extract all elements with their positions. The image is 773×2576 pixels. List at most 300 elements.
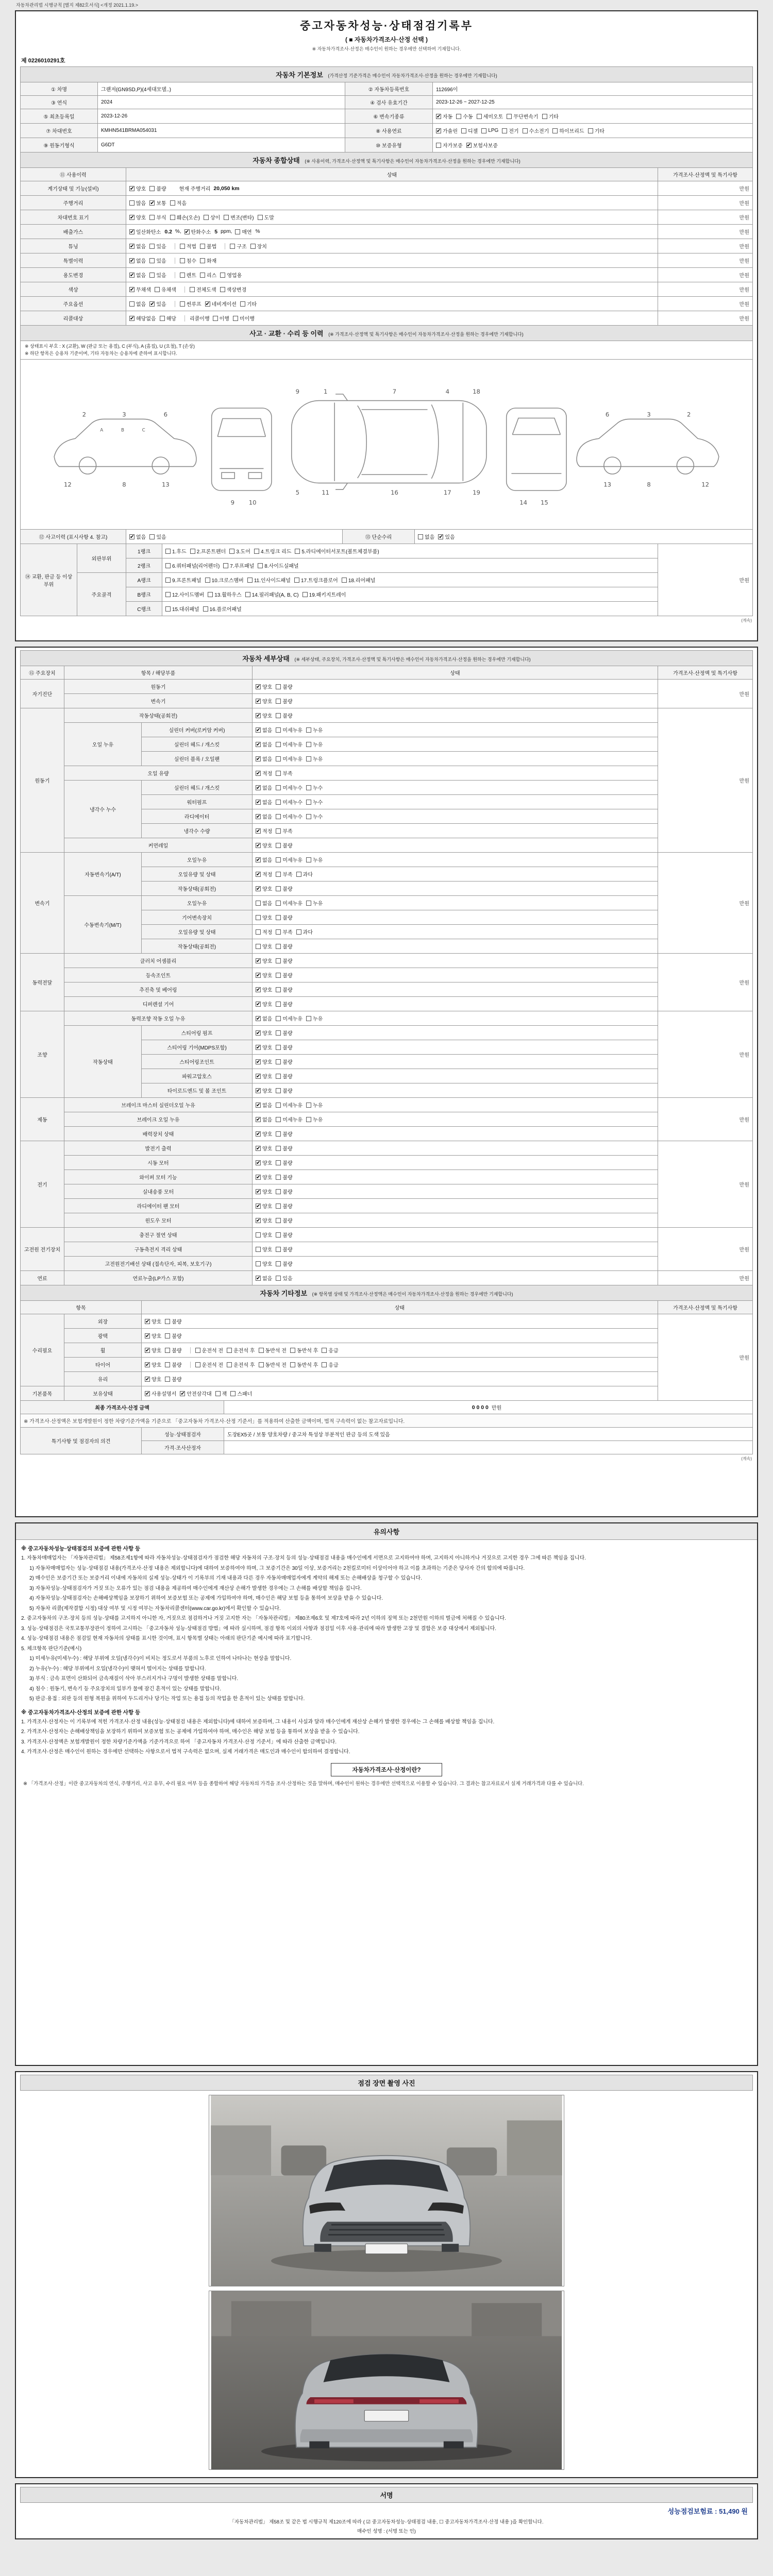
checkbox[interactable]: 있음 bbox=[276, 1274, 292, 1282]
checkbox[interactable]: 13.휠하우스 bbox=[208, 590, 242, 598]
svg-text:18: 18 bbox=[473, 388, 480, 395]
checkbox[interactable]: ✔ 양호 bbox=[256, 1001, 273, 1008]
svg-text:6: 6 bbox=[605, 411, 610, 418]
detail-row bbox=[21, 1170, 753, 1184]
checkbox[interactable]: 렌트 bbox=[180, 271, 196, 279]
detail-note: (※ 세부상태, 주요장치, 가격조사·산정액 및 특기사항은 매수인이 자동차가격조사·산정을 원하는 경우에만 기재합니다) bbox=[294, 657, 531, 662]
checkbox[interactable]: 기타 bbox=[240, 300, 257, 308]
checkbox[interactable]: 수소전기 bbox=[523, 127, 549, 134]
checkbox[interactable]: 불량 bbox=[276, 1202, 292, 1210]
checkbox[interactable]: LPG bbox=[481, 128, 498, 133]
checkbox[interactable]: 양호 bbox=[256, 1231, 272, 1239]
row-status bbox=[126, 311, 658, 326]
condition-row bbox=[21, 181, 753, 196]
checkbox[interactable]: ✔ 양호 bbox=[256, 958, 273, 964]
checkbox[interactable]: ✔ 양호 bbox=[256, 1073, 273, 1080]
checkbox[interactable]: 무단변속기 bbox=[507, 112, 538, 120]
parts-label: ⑭ 교환, 판금 등 이상 부위 bbox=[21, 544, 77, 616]
checkbox[interactable]: 4.트렁크 리드 bbox=[254, 547, 291, 555]
checkbox[interactable]: ✔ 없음 bbox=[256, 1275, 273, 1282]
checkbox[interactable]: 8.사이드실패널 bbox=[258, 562, 298, 569]
checkbox[interactable]: 운전석 후 bbox=[227, 1361, 255, 1368]
checkbox[interactable]: 미세누유 bbox=[276, 1014, 303, 1022]
checkbox[interactable]: ✔ 보험사보증 bbox=[466, 142, 498, 149]
checkbox[interactable]: 불량 bbox=[276, 885, 292, 892]
form-reference-note: 자동차관리법 시행규칙 [별지 제82호서식] <개정 2021.1.19.> bbox=[16, 3, 139, 8]
checkbox[interactable]: ✔ 양호 bbox=[256, 1088, 273, 1094]
status-cell bbox=[253, 766, 658, 781]
checkbox[interactable]: ✔ 양호 bbox=[256, 1044, 273, 1051]
checkbox[interactable]: ✔ 해당없음 bbox=[130, 315, 156, 322]
checkbox[interactable]: 있음 bbox=[149, 257, 166, 264]
remarks-label: 특기사항 및 점검자의 의견 bbox=[21, 1428, 142, 1454]
checkbox[interactable]: ✔ 가솔린 bbox=[436, 128, 458, 134]
checkbox[interactable]: ✔ 양호 bbox=[256, 1160, 273, 1166]
checkbox[interactable]: 누유 bbox=[306, 856, 323, 863]
checkbox[interactable]: ✔ 없음 bbox=[256, 756, 273, 762]
checkbox[interactable]: ✔ 네비게이션 bbox=[205, 301, 237, 308]
notice-line: 3. 가격조사·산정액은 보험개발원이 정한 차량기준가액을 기준가격으로 하여 「중고자동차 가격조사·산정 기준서」에 따라 산출한 금액입니다. bbox=[21, 1739, 337, 1745]
checkbox[interactable]: 불량 bbox=[276, 1058, 292, 1065]
section-main-info bbox=[15, 10, 758, 641]
checkbox[interactable]: 침수 bbox=[180, 257, 196, 264]
item-label: 발전기 출력 bbox=[64, 1141, 253, 1156]
field-label: ⑧ 사용연료 bbox=[345, 124, 433, 138]
checkbox[interactable]: 없음 bbox=[129, 300, 146, 308]
checkbox[interactable]: ✔ 없음 bbox=[256, 1015, 273, 1022]
checkbox[interactable]: ✔ 양호 bbox=[130, 185, 146, 192]
divider bbox=[190, 1347, 191, 1353]
notice-line: 5) 판금·용접 : 외판 등의 원형 복원을 위하여 두드리거나 당기는 작업 또는 용접 등의 작업을 한 흔적이 있는 상태를 말합니다. bbox=[29, 1696, 305, 1702]
checkbox[interactable]: 미세누유 bbox=[276, 726, 303, 734]
checkbox[interactable]: ✔ 양호 bbox=[145, 1333, 162, 1340]
checkbox[interactable]: 세미오토 bbox=[477, 112, 503, 120]
checkbox[interactable]: 부족 bbox=[276, 827, 292, 835]
checkbox[interactable]: ✔ 없음 bbox=[256, 741, 273, 748]
checkbox[interactable]: 썬루프 bbox=[180, 300, 201, 308]
status-cell bbox=[253, 968, 658, 982]
col-status: 상태 bbox=[126, 168, 658, 181]
checkbox[interactable]: 있음 bbox=[149, 533, 166, 540]
row-status bbox=[126, 239, 658, 253]
checkbox[interactable]: 누수 bbox=[306, 798, 323, 806]
checkbox[interactable]: 12.사이드멤버 bbox=[165, 590, 204, 598]
detail-row bbox=[21, 1098, 753, 1112]
row-label: 주행거리 bbox=[21, 196, 126, 210]
checkbox[interactable]: 불량 bbox=[276, 1216, 292, 1224]
checkbox[interactable]: ✔ 없음 bbox=[256, 785, 273, 791]
status-cell bbox=[253, 1257, 658, 1271]
checkbox[interactable]: 19.패키지트레이 bbox=[303, 590, 346, 598]
checkbox[interactable]: 불량 bbox=[276, 1231, 292, 1239]
car-damage-diagram bbox=[20, 359, 753, 530]
checkbox[interactable]: 부족 bbox=[276, 769, 292, 777]
checkbox[interactable]: 불량 bbox=[276, 957, 292, 964]
checkbox[interactable]: 5.라디에이터서포트(볼트체결부품) bbox=[295, 547, 379, 555]
checkbox[interactable]: ✔ 없음 bbox=[256, 727, 273, 734]
status-cell bbox=[253, 795, 658, 809]
detail-row bbox=[21, 1257, 753, 1271]
checkbox[interactable]: 상이 bbox=[204, 213, 220, 221]
checkbox[interactable]: ✔ 없음 bbox=[256, 1102, 273, 1109]
checkbox[interactable]: 누유 bbox=[306, 899, 323, 907]
fee-value: 51,490 원 bbox=[719, 2507, 748, 2515]
field-label: ② 자동차등록번호 bbox=[345, 82, 433, 96]
checkbox[interactable]: 18.리어패널 bbox=[342, 576, 376, 584]
accident-history-label: ⑫ 사고이력 (표시사항 4. 참고) bbox=[21, 530, 126, 544]
checkbox[interactable]: 과다 bbox=[296, 870, 313, 878]
checkbox[interactable]: 불량 bbox=[165, 1332, 181, 1340]
checkbox[interactable]: 2.프론트펜더 bbox=[190, 547, 226, 555]
col-item: 항목 bbox=[21, 1301, 142, 1314]
status-cell bbox=[253, 1156, 658, 1170]
subitem-label: 실린더 블록 / 오일팬 bbox=[142, 752, 253, 766]
checkbox[interactable]: 누유 bbox=[306, 1014, 323, 1022]
svg-text:13: 13 bbox=[603, 481, 612, 488]
checkbox[interactable]: 1.후드 bbox=[165, 547, 187, 555]
checkbox[interactable]: 양호 bbox=[256, 1260, 272, 1267]
checkbox[interactable]: 불량 bbox=[276, 986, 292, 993]
status-cell bbox=[253, 1098, 658, 1112]
checkbox[interactable]: 미세누수 bbox=[276, 798, 303, 806]
checkbox[interactable]: 양호 bbox=[256, 1245, 272, 1253]
detail-row bbox=[21, 968, 753, 982]
svg-text:15: 15 bbox=[541, 499, 548, 506]
checkbox[interactable]: 불법 bbox=[200, 242, 216, 250]
checkbox[interactable]: 부족 bbox=[276, 870, 292, 878]
checkbox[interactable]: ✔ 양호 bbox=[256, 1030, 273, 1037]
status-cell bbox=[253, 1228, 658, 1242]
checkbox[interactable]: ✔ 양호 bbox=[256, 1131, 273, 1138]
detail-header bbox=[20, 650, 753, 666]
notice-line: 4. 성능·상태점검 내용은 점검일 현재 자동차의 상태를 표시한 것이며, 표시 항목별 상태는 아래의 판단기준 예시에 따라 표기합니다. bbox=[21, 1636, 312, 1641]
appraiser-role: 가격·조사산정자 bbox=[142, 1441, 224, 1454]
price-cell: 만원 bbox=[658, 1011, 753, 1098]
checkbox[interactable]: 동반석 전 bbox=[259, 1346, 287, 1354]
checkbox[interactable]: 기타 bbox=[588, 127, 604, 134]
row-label: 용도변경 bbox=[21, 268, 126, 282]
checkbox[interactable]: 기타 bbox=[542, 112, 559, 120]
checkbox[interactable]: 불량 bbox=[276, 1029, 292, 1037]
extra-header bbox=[20, 1285, 753, 1301]
checkbox[interactable]: ✔ 있음 bbox=[439, 534, 455, 540]
checkbox[interactable]: 불량 bbox=[276, 683, 292, 690]
checkbox[interactable]: 3.도어 bbox=[229, 547, 250, 555]
checkbox[interactable]: ✔ 없음 bbox=[130, 243, 146, 250]
checkbox[interactable]: 자가보증 bbox=[436, 141, 463, 149]
row-label: 튜닝 bbox=[21, 239, 126, 253]
extra-row bbox=[21, 1343, 753, 1358]
checkbox[interactable]: 불량 bbox=[276, 1144, 292, 1152]
checkbox[interactable]: 불량 bbox=[276, 1000, 292, 1008]
checkbox[interactable]: 적법 bbox=[180, 242, 196, 250]
accident-legend bbox=[20, 341, 753, 360]
checkbox[interactable]: 과다 bbox=[296, 928, 313, 936]
checkbox[interactable]: ✔ 양호 bbox=[145, 1318, 162, 1325]
checkbox[interactable]: 불량 bbox=[276, 711, 292, 719]
checkbox[interactable]: 불량 bbox=[276, 971, 292, 979]
continue-note: (계속) bbox=[741, 618, 752, 623]
field-label: ① 차명 bbox=[21, 82, 98, 96]
checkbox[interactable]: ✔ 안전삼각대 bbox=[180, 1391, 212, 1397]
checkbox[interactable]: 누유 bbox=[306, 726, 323, 734]
checkbox[interactable]: 없음 bbox=[256, 899, 272, 907]
subitem-label: 기어변속장치 bbox=[142, 910, 253, 925]
checkbox[interactable]: 영업용 bbox=[220, 271, 242, 279]
checkbox[interactable]: 있음 bbox=[149, 242, 166, 250]
checkbox[interactable]: 훼손(오손) bbox=[170, 213, 200, 221]
checkbox[interactable]: 누유 bbox=[306, 1115, 323, 1123]
checkbox[interactable]: 불량 bbox=[276, 697, 292, 705]
checkbox[interactable]: ✔ 양호 bbox=[256, 1217, 273, 1224]
status-cell bbox=[253, 737, 658, 752]
checkbox[interactable]: ✔ 일산화탄소 bbox=[130, 229, 161, 235]
status-cell bbox=[253, 1170, 658, 1184]
checkbox[interactable]: 15.대쉬패널 bbox=[165, 605, 199, 613]
checkbox[interactable]: ✔ 양호 bbox=[145, 1376, 162, 1383]
checkbox[interactable]: 누수 bbox=[306, 784, 323, 791]
checkbox[interactable]: 동반석 전 bbox=[259, 1361, 287, 1368]
checkbox[interactable]: 불량 bbox=[149, 184, 166, 192]
simple-repair-status bbox=[415, 530, 753, 544]
checkbox[interactable]: 불량 bbox=[276, 913, 292, 921]
checkbox[interactable]: 누유 bbox=[306, 755, 323, 762]
checkbox[interactable]: 불량 bbox=[165, 1346, 181, 1354]
checkbox[interactable]: 불량 bbox=[276, 1043, 292, 1051]
status-cell bbox=[253, 925, 658, 939]
status-cell bbox=[253, 1127, 658, 1141]
checkbox[interactable]: 전체도색 bbox=[190, 285, 216, 293]
checkbox[interactable]: ✔ 없음 bbox=[130, 534, 146, 540]
svg-text:2: 2 bbox=[686, 411, 691, 418]
checkbox[interactable]: 14.필러패널(A, B, C) bbox=[245, 590, 299, 598]
checkbox[interactable]: 동반석 후 bbox=[290, 1361, 318, 1368]
condition-table bbox=[20, 167, 753, 326]
checkbox[interactable]: 색상변경 bbox=[220, 285, 247, 293]
final-price-note: ※ 가격조사·산정액은 보험개발원이 정한 차량기준가액을 기준으로 「중고자동차 가격조사·산정 기준서」를 적용하여 산출한 금액이며, 법적 구속력이 없는 참고자료입니다. bbox=[21, 1414, 753, 1428]
checkbox[interactable]: 미세누유 bbox=[276, 1115, 303, 1123]
detail-row bbox=[21, 781, 753, 795]
checkbox[interactable]: 불량 bbox=[276, 841, 292, 849]
checkbox[interactable]: ✔ 양호 bbox=[145, 1362, 162, 1368]
checkbox[interactable]: ✔ 양호 bbox=[256, 1189, 273, 1195]
device-label: 자기진단 bbox=[21, 680, 64, 708]
notice-line: 4. 가격조사·산정은 매수인이 원하는 경우에만 선택하는 사항으로서 법적 구속력은 없으며, 실제 거래가격은 매도인과 매수인이 합의하여 결정합니다. bbox=[21, 1749, 350, 1755]
checkbox[interactable]: 불량 bbox=[276, 1072, 292, 1080]
item-label: 작동상태(공회전) bbox=[64, 708, 253, 723]
checkbox[interactable]: ✔ 있음 bbox=[150, 301, 166, 308]
svg-text:17: 17 bbox=[443, 488, 451, 496]
checkbox[interactable]: 부족 bbox=[276, 928, 292, 936]
checkbox[interactable]: ✔ 양호 bbox=[256, 987, 273, 993]
checkbox[interactable]: 스패너 bbox=[230, 1389, 252, 1397]
checkbox[interactable]: 미세누유 bbox=[276, 856, 303, 863]
checkbox[interactable]: 미세누유 bbox=[276, 1101, 303, 1109]
subitem-label: 작동상태(공회전) bbox=[142, 939, 253, 954]
checkbox[interactable]: ✔ 없음 bbox=[256, 799, 273, 806]
checkbox[interactable]: 해당 bbox=[160, 314, 176, 322]
checkbox[interactable]: ✔ 양호 bbox=[256, 1059, 273, 1065]
checkbox[interactable]: ✔ 양호 bbox=[145, 1347, 162, 1354]
checkbox[interactable]: 디젤 bbox=[461, 127, 478, 134]
svg-text:C: C bbox=[142, 428, 145, 433]
field-label: ⑦ 차대번호 bbox=[21, 124, 98, 138]
field-value bbox=[433, 124, 753, 138]
group-label: 기본품목 bbox=[21, 1386, 64, 1401]
checkbox[interactable]: 미세누수 bbox=[276, 812, 303, 820]
checkbox[interactable]: 미이행 bbox=[233, 314, 255, 322]
svg-text:12: 12 bbox=[701, 481, 710, 488]
checkbox[interactable]: 7.루프패널 bbox=[223, 562, 254, 569]
checkbox[interactable]: ✔ 없음 bbox=[256, 857, 273, 863]
checkbox[interactable]: ✔ 적정 bbox=[256, 871, 273, 878]
checkbox[interactable]: 불량 bbox=[165, 1375, 181, 1383]
base-legend: ※ 하단 항목은 승용차 기준이며, 기타 자동차는 승용차에 준하여 표시합니다. bbox=[25, 350, 177, 356]
checkbox[interactable]: 부식 bbox=[149, 213, 166, 221]
detail-row bbox=[21, 1156, 753, 1170]
subitem-label: 오일누유 bbox=[142, 853, 253, 867]
subitem-label: 오일유량 및 상태 bbox=[142, 925, 253, 939]
field-value bbox=[433, 109, 753, 124]
checkbox[interactable]: 없음 bbox=[418, 533, 434, 540]
checkbox[interactable]: ✔ 양호 bbox=[256, 698, 273, 705]
checkbox[interactable]: 이행 bbox=[213, 314, 229, 322]
notice-line: 2. 가격조사·산정자는 손해배상책임을 보장하기 위하여 보증보험 또는 공제에 가입하여야 하며, 매수인은 해당 보험 등을 통하여 보상을 받을 수 있습니다. bbox=[21, 1729, 360, 1735]
checkbox[interactable]: 10.크로스멤버 bbox=[205, 576, 244, 584]
detail-row bbox=[21, 1026, 753, 1040]
checkbox[interactable]: ✔ 양호 bbox=[256, 684, 273, 690]
checkbox[interactable]: ✔ 양호 bbox=[256, 1203, 273, 1210]
checkbox[interactable]: 17.트렁크플로어 bbox=[294, 576, 338, 584]
checkbox[interactable]: ✔ 사용설명서 bbox=[145, 1391, 177, 1397]
final-price-table bbox=[20, 1400, 753, 1454]
checkbox[interactable]: 불량 bbox=[276, 1087, 292, 1094]
signature-title: 서명 bbox=[380, 2492, 393, 2499]
checkbox[interactable]: ✔ 적정 bbox=[256, 828, 273, 835]
checkbox[interactable]: 리스 bbox=[200, 271, 216, 279]
item-label: 연료누출(LP가스 포함) bbox=[64, 1271, 253, 1285]
appraisal-definition-title: 자동차가격조사·산정이란? bbox=[331, 1763, 442, 1776]
inline-value: 0 0 0 0 bbox=[472, 1404, 489, 1411]
checkbox[interactable]: ✔ 없음 bbox=[130, 258, 146, 264]
checkbox[interactable]: 운전석 후 bbox=[227, 1346, 255, 1354]
checkbox[interactable]: 불량 bbox=[276, 1260, 292, 1267]
row-status bbox=[126, 253, 658, 268]
checkbox[interactable]: 불량 bbox=[276, 1245, 292, 1253]
checkbox[interactable]: 9.프론트패널 bbox=[165, 576, 201, 584]
checkbox[interactable]: 도말 bbox=[258, 213, 274, 221]
checkbox[interactable]: 미세누유 bbox=[276, 899, 303, 907]
checkbox[interactable]: 잭 bbox=[215, 1389, 227, 1397]
checkbox[interactable]: 응급 bbox=[322, 1361, 338, 1368]
checkbox[interactable]: 16.플로어패널 bbox=[203, 605, 242, 613]
checkbox[interactable]: 불량 bbox=[276, 1130, 292, 1138]
condition-row bbox=[21, 239, 753, 253]
checkbox[interactable]: 11.인사이드패널 bbox=[247, 576, 291, 584]
checkbox[interactable]: 누유 bbox=[306, 1101, 323, 1109]
checkbox[interactable]: ✔ 보통 bbox=[150, 200, 166, 207]
svg-text:3: 3 bbox=[122, 411, 126, 418]
checkbox[interactable]: ✔ 양호 bbox=[256, 1174, 273, 1181]
checkbox[interactable]: ✔ 양호 bbox=[256, 1145, 273, 1152]
checkbox[interactable]: 누수 bbox=[306, 812, 323, 820]
checkbox[interactable]: 불량 bbox=[165, 1317, 181, 1325]
checkbox[interactable]: 미세누유 bbox=[276, 755, 303, 762]
basic-info-title: 자동차 기본정보 bbox=[276, 71, 323, 79]
checkbox[interactable]: 전기 bbox=[502, 127, 518, 134]
condition-row bbox=[21, 253, 753, 268]
checkbox[interactable]: 미세누수 bbox=[276, 784, 303, 791]
checkbox[interactable]: 유채색 bbox=[155, 285, 176, 293]
checkbox[interactable]: 많음 bbox=[129, 199, 146, 207]
row-label: 색상 bbox=[21, 282, 126, 297]
checkbox[interactable]: ✔ 자동 bbox=[436, 113, 453, 120]
checkbox[interactable]: 응급 bbox=[322, 1346, 338, 1354]
section-signature bbox=[15, 2483, 758, 2539]
checkbox[interactable]: 있음 bbox=[149, 271, 166, 279]
checkbox[interactable]: 불량 bbox=[276, 1188, 292, 1195]
checkbox[interactable]: 동반석 후 bbox=[290, 1346, 318, 1354]
checkbox[interactable]: 불량 bbox=[276, 1159, 292, 1166]
checkbox[interactable]: ✔ 없음 bbox=[256, 814, 273, 820]
checkbox[interactable]: 변조(변타) bbox=[224, 213, 254, 221]
price-cell: 만원 bbox=[658, 311, 753, 326]
notice-heading: ※ 중고자동차가격조사·산정의 보증에 관한 사항 등 bbox=[21, 1709, 141, 1716]
checkbox[interactable]: ✔ 없음 bbox=[130, 272, 146, 279]
checkbox[interactable]: 운전석 전 bbox=[195, 1346, 223, 1354]
checkbox[interactable]: 구조 bbox=[230, 242, 246, 250]
field-label: ⑥ 변속기종류 bbox=[345, 109, 433, 124]
notice-line: 2. 중고자동차의 구조·장치 등의 성능·상태를 고지하지 아니한 자, 거짓으로 점검하거나 거짓 고지한 자는 「자동차관리법」 제80조제6호 및 제7호에 따라 2년 이하의 징역 또는 2천만원 이하의 벌금에 처해질 수 있습니다. bbox=[21, 1616, 507, 1621]
checkbox[interactable]: ✔ 탄화수소 bbox=[184, 229, 211, 235]
checkbox[interactable]: ✔ 양호 bbox=[256, 886, 273, 892]
condition-row bbox=[21, 196, 753, 210]
checkbox[interactable]: 양호 bbox=[256, 942, 272, 950]
status-cell bbox=[253, 1069, 658, 1083]
checkbox[interactable]: 불량 bbox=[276, 942, 292, 950]
item-label: 디퍼렌셜 기어 bbox=[64, 997, 253, 1011]
item-label: 실내송풍 모터 bbox=[64, 1184, 253, 1199]
status-cell bbox=[253, 997, 658, 1011]
checkbox[interactable]: 화재 bbox=[200, 257, 216, 264]
checkbox[interactable]: ✔ 적정 bbox=[256, 770, 273, 777]
item-label: 고전원전기배선 상태 (접속단자, 피복, 보호기구) bbox=[64, 1257, 253, 1271]
checkbox[interactable]: ✔ 무채색 bbox=[130, 286, 151, 293]
checkbox[interactable]: 수동 bbox=[456, 112, 473, 120]
condition-header bbox=[20, 152, 753, 168]
field-value: 112696이 bbox=[433, 82, 753, 96]
checkbox[interactable]: ✔ 양호 bbox=[256, 713, 273, 719]
checkbox[interactable]: 장치 bbox=[250, 242, 267, 250]
checkbox[interactable]: 양호 bbox=[256, 913, 272, 921]
price-cell: 만원 bbox=[658, 544, 753, 616]
checkbox[interactable]: 매연 bbox=[235, 228, 251, 235]
checkbox[interactable]: 적음 bbox=[170, 199, 187, 207]
checkbox[interactable]: 운전석 전 bbox=[195, 1361, 223, 1368]
checkbox[interactable]: 불량 bbox=[165, 1361, 181, 1368]
checkbox[interactable]: ✔ 양호 bbox=[130, 214, 146, 221]
checkbox[interactable]: 6.쿼터패널(리어펜더) bbox=[165, 562, 220, 569]
checkbox[interactable]: ✔ 양호 bbox=[256, 972, 273, 979]
checkbox[interactable]: 불량 bbox=[276, 1173, 292, 1181]
checkbox[interactable]: 적정 bbox=[256, 928, 272, 936]
inline-text: 현재 주행거리 bbox=[179, 187, 211, 192]
checkbox[interactable]: 하이브리드 bbox=[552, 127, 584, 134]
checkbox[interactable]: ✔ 양호 bbox=[256, 842, 273, 849]
checkbox[interactable]: ✔ 없음 bbox=[256, 1116, 273, 1123]
checkbox[interactable]: 누유 bbox=[306, 740, 323, 748]
checkbox[interactable]: 미세누유 bbox=[276, 740, 303, 748]
